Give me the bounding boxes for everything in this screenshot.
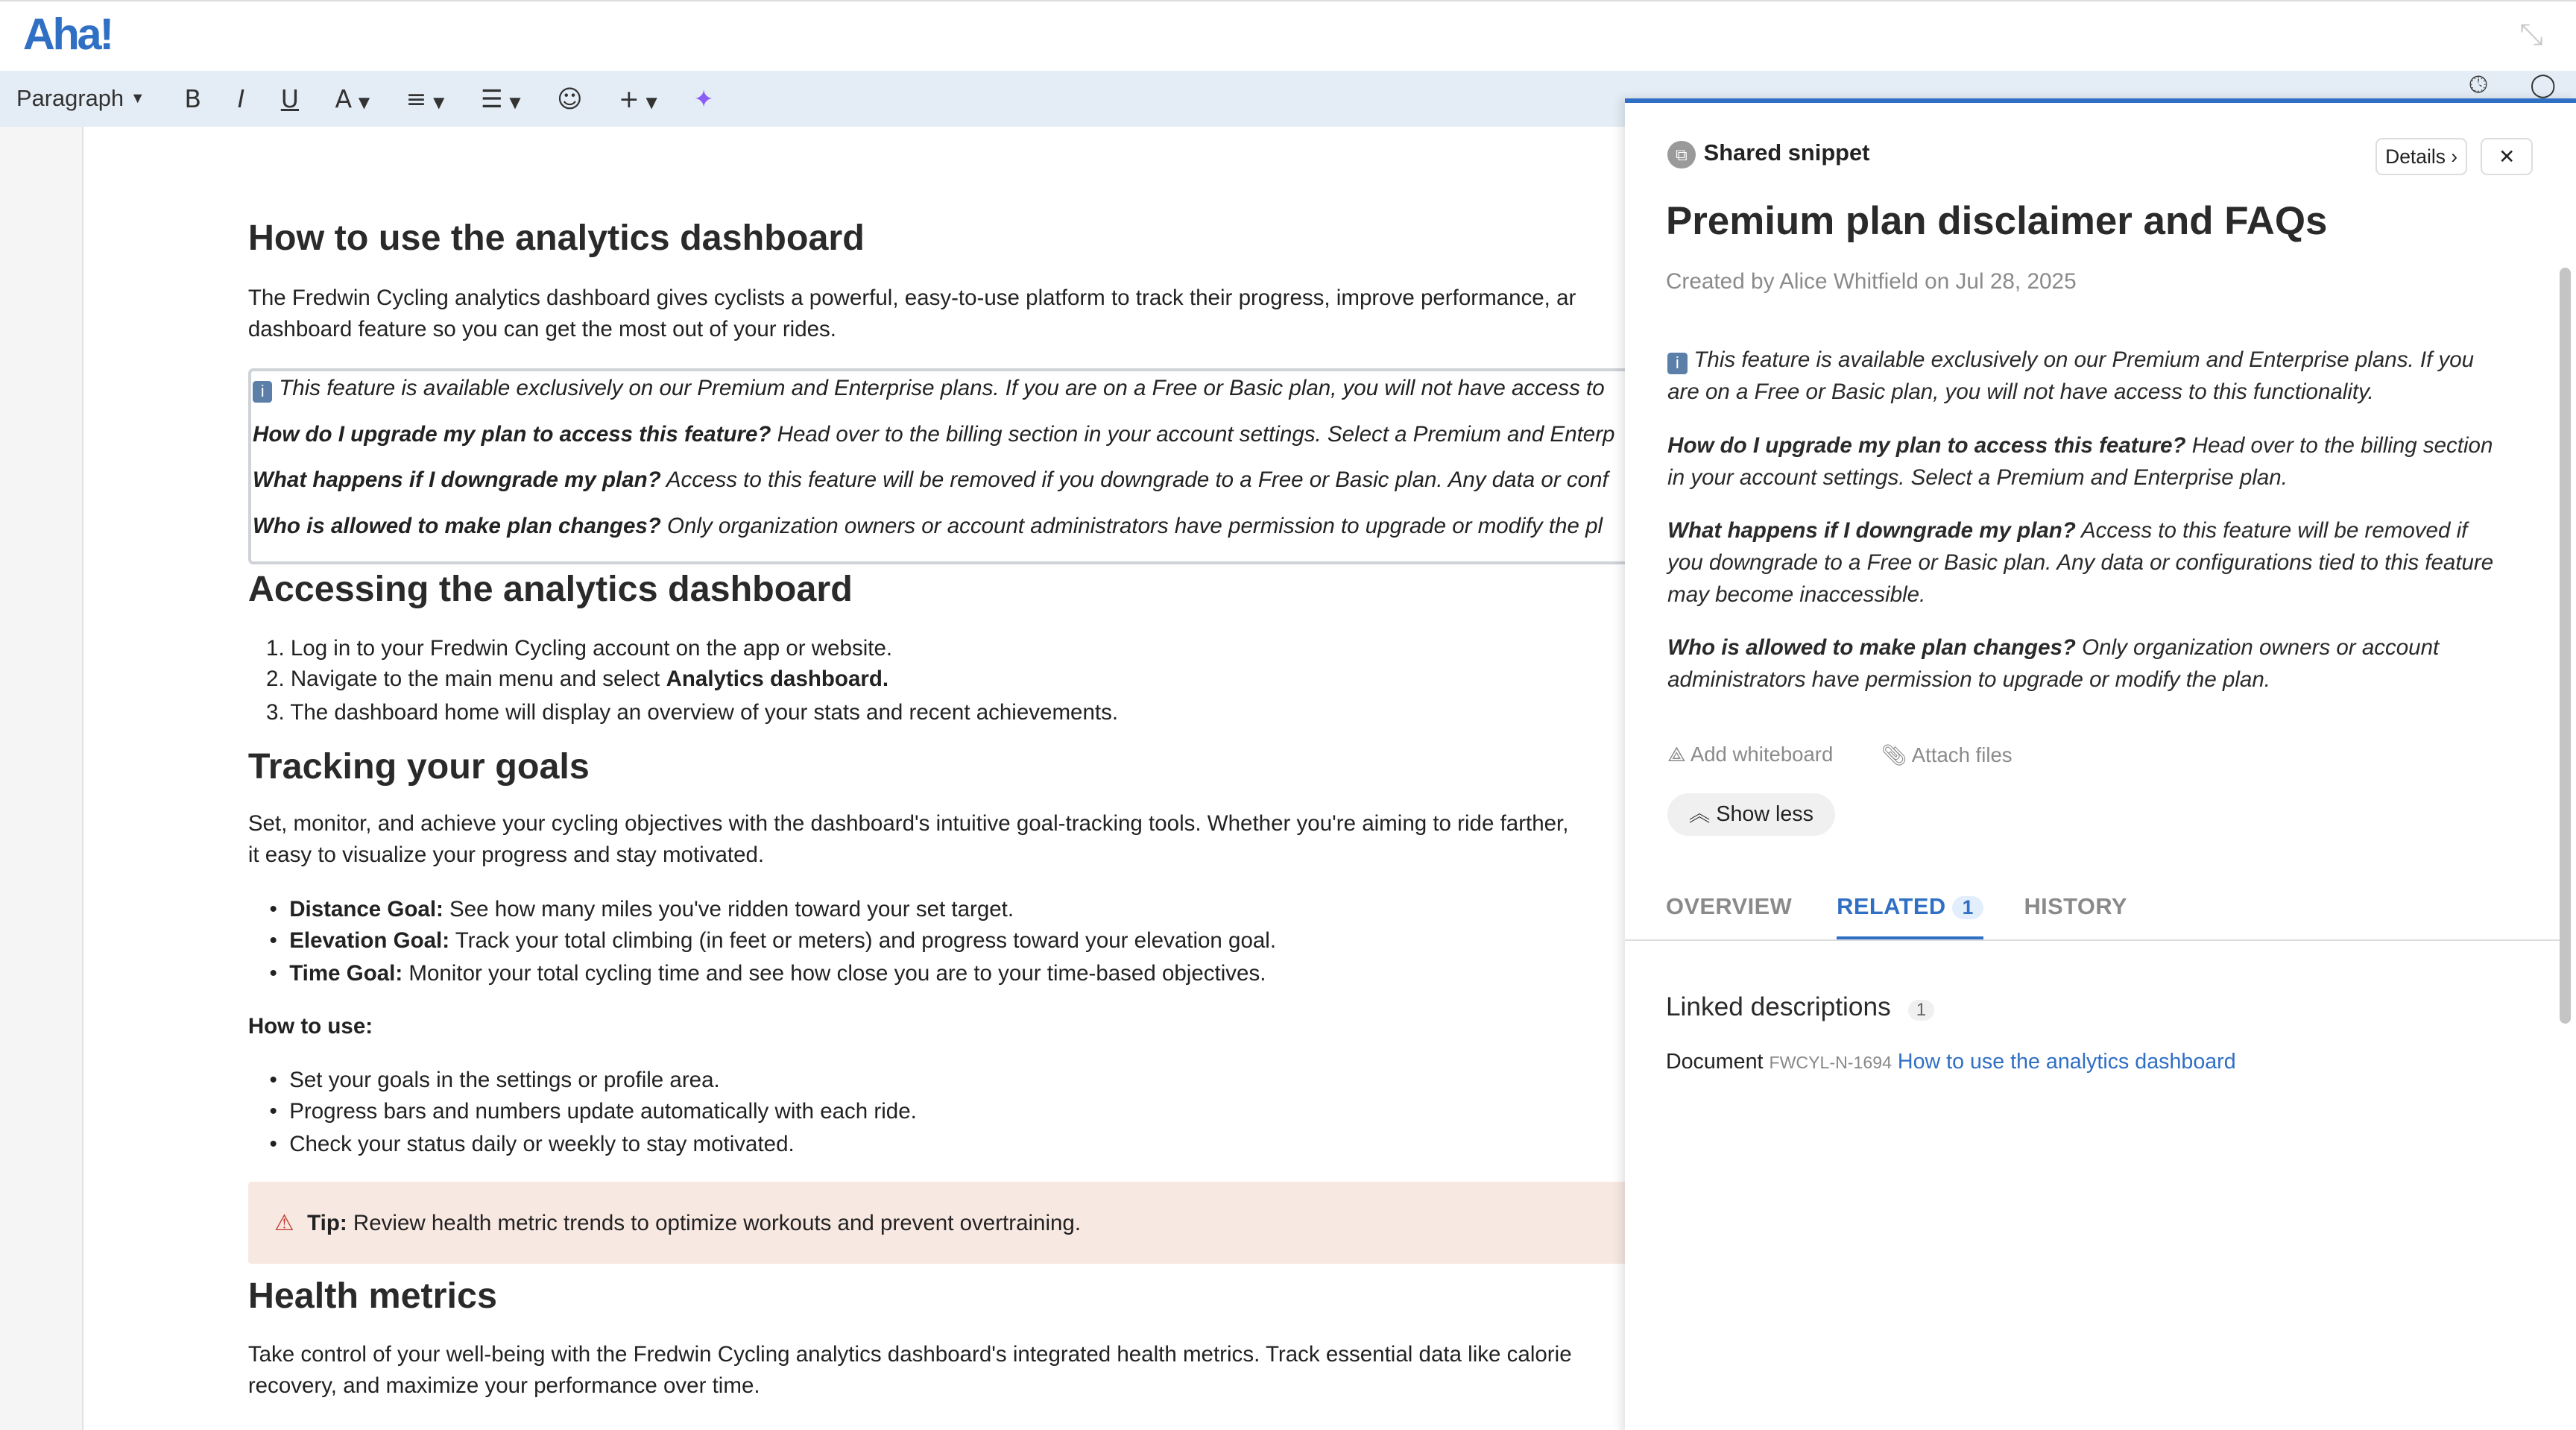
step-text: 2. Navigate to the main menu and select [266, 667, 666, 692]
heading-tracking-goals: Tracking your goals [247, 746, 590, 787]
goal-item: • Distance Goal: See how many miles you've ridden toward your set target. [269, 897, 1014, 922]
step-bold: Analytics dashboard. [666, 667, 889, 692]
align-button[interactable] [406, 84, 445, 113]
caret-down-icon: ▼ [509, 93, 521, 111]
panel-kind: Shared snippet [1703, 139, 1870, 166]
goal-item: • Elevation Goal: Track your total climbing (in feet or meters) and progress toward your elevation goal. [269, 927, 1277, 953]
close-button[interactable]: ✕ [2481, 138, 2533, 175]
double-chevron-up-icon: ︽ [1688, 801, 1711, 826]
step-item: 1. Log in to your Fredwin Cycling account on the app or website. [266, 635, 893, 661]
goal-text: Monitor your total cycling time and see how close you are to your time-based objectives. [402, 960, 1266, 986]
tip-label: Tip: [307, 1210, 347, 1235]
how-text: Set your goals in the settings or profile area. [289, 1068, 720, 1093]
health-line: Take control of your well-being with the Fredwin Cycling analytics dashboard's integrated health metrics. Track essential data like calorie [247, 1342, 1572, 1367]
list-button[interactable] [481, 84, 521, 113]
bold-button[interactable]: B [184, 84, 202, 113]
panel-faq [1667, 515, 2505, 611]
snippet-icon: ⧉ [1667, 141, 1695, 168]
font-color-button[interactable] [335, 84, 370, 113]
caret-down-icon: ▼ [433, 93, 445, 111]
heading-health-metrics: Health metrics [247, 1275, 497, 1316]
goal-label: Time Goal: [289, 960, 403, 986]
top-bar [0, 0, 2576, 72]
font-color-icon: A [335, 84, 353, 113]
linked-document-link[interactable]: How to use the analytics dashboard [1897, 1049, 2236, 1074]
faq-answer: Access to this feature will be removed if you downgrade to a Free or Basic plan. Any data or configurations tied to this feature may become inaccessible. [1667, 518, 2494, 608]
how-text: Progress bars and numbers update automatically with each ride. [289, 1099, 917, 1124]
add-whiteboard-label: Add whiteboard [1690, 742, 1834, 766]
created-by: Created by Alice Whitfield on Jul 28, 2025 [1665, 268, 2077, 294]
link-id: FWCYL-N-1694 [1769, 1052, 1892, 1072]
tabs-divider [1625, 939, 2561, 941]
snippet-answer: Head over to the billing section in your account settings. Select a Premium and Enterp [771, 421, 1615, 447]
info-icon: i [253, 381, 272, 403]
snippet-question: What happens if I downgrade my plan? [253, 467, 661, 493]
snippet-question: How do I upgrade my plan to access this feature? [253, 421, 771, 447]
goal-text: Track your total climbing (in feet or meters) and progress toward your elevation goal. [449, 927, 1277, 953]
step-item: 3. The dashboard home will display an overview of your stats and recent achievements. [266, 699, 1119, 725]
emoji-button[interactable] [557, 84, 582, 113]
heading-accessing: Accessing the analytics dashboard [247, 569, 853, 610]
italic-button[interactable]: I [237, 84, 245, 113]
link-type: Document [1665, 1049, 1764, 1074]
goals-intro-line: Set, monitor, and achieve your cycling objectives with the dashboard's intuitive goal-tracking tools. Whether you're aiming to ride farther, [247, 811, 1569, 837]
underline-button[interactable]: U [280, 84, 299, 113]
intro-line: The Fredwin Cycling analytics dashboard gives cyclists a powerful, easy-to-use platform to track their progress, improve performance, ar [247, 286, 1576, 311]
attach-files-label: Attach files [1911, 743, 2012, 766]
panel-scrollbar[interactable] [2560, 268, 2571, 1024]
goal-item: • Time Goal: Monitor your total cycling time and see how close you are to your time-based objectives. [269, 960, 1266, 986]
details-button[interactable] [2375, 138, 2467, 175]
tab-related[interactable] [1837, 893, 1983, 939]
goal-label: Elevation Goal: [289, 927, 450, 953]
goal-text: See how many miles you've ridden toward your set target. [443, 897, 1014, 922]
info-icon: i [1667, 353, 1687, 374]
faq-answer: Head over to the billing section in your account settings. Select a Premium and Enterprise plan. [1667, 432, 2493, 490]
panel-faq [1667, 430, 2505, 494]
show-less-label: Show less [1716, 801, 1813, 826]
goal-label: Distance Goal: [289, 897, 443, 922]
snippet-line: This feature is available exclusively on our Premium and Enterprise plans. If you are on a Free or Basic plan, you will not have access to [279, 375, 1605, 400]
linked-count-badge: 1 [1908, 1000, 1935, 1021]
align-icon: ≡ [405, 84, 427, 113]
linked-item [1666, 1050, 2236, 1074]
aha-logo[interactable]: Aha! [22, 8, 112, 59]
tip-text: Review health metric trends to optimize workouts and prevent overtraining. [347, 1210, 1082, 1235]
attach-files-button[interactable] [1881, 743, 2012, 767]
show-less-button[interactable] [1667, 793, 1834, 836]
tab-history[interactable]: HISTORY [2024, 893, 2127, 920]
tab-overview[interactable]: OVERVIEW [1665, 893, 1793, 920]
insert-button[interactable] [619, 84, 657, 113]
linked-descriptions-heading [1666, 992, 1934, 1022]
details-label: Details [2385, 145, 2446, 168]
sparkle-icon: ✦ [693, 84, 714, 113]
collapse-icon[interactable]: ⤡ [2519, 18, 2543, 51]
ai-sparkle-button[interactable] [693, 84, 714, 113]
tip-line [274, 1208, 1081, 1240]
list-icon: ☰ [480, 84, 503, 113]
how-text: Check your status daily or weekly to stay motivated. [289, 1132, 795, 1157]
how-item: • Check your status daily or weekly to stay motivated. [269, 1132, 795, 1157]
linked-title: Linked descriptions [1665, 992, 1891, 1021]
add-whiteboard-button[interactable] [1667, 743, 1833, 767]
comment-icon[interactable]: ◯ [2530, 71, 2556, 98]
related-label: RELATED [1837, 893, 1946, 920]
snippet-answer: Access to this feature will be removed if you downgrade to a Free or Basic plan. Any data or conf [660, 467, 1609, 493]
snippet-question: Who is allowed to make plan changes? [253, 514, 661, 539]
how-to-use-label: How to use: [247, 1013, 373, 1039]
caret-down-icon: ▼ [645, 93, 657, 111]
heading-how-to-use: How to use the analytics dashboard [247, 217, 865, 258]
chevron-right-icon: › [2451, 145, 2458, 168]
caret-down-icon: ▼ [130, 89, 145, 107]
intro-line: dashboard feature so you can get the most out of your rides. [247, 316, 837, 341]
how-item: • Set your goals in the settings or profile area. [269, 1068, 720, 1093]
history-icon[interactable]: 🕓︎ [2469, 71, 2488, 98]
health-line: recovery, and maximize your performance over time. [247, 1373, 760, 1399]
plus-icon: + [619, 84, 640, 113]
goals-intro-line: it easy to visualize your progress and stay motivated. [247, 842, 765, 868]
faq-question: What happens if I downgrade my plan? [1667, 518, 2076, 544]
whiteboard-icon: ⟁ [1667, 742, 1686, 766]
paperclip-icon: 📎︎ [1881, 743, 1907, 766]
snippet-answer: Only organization owners or account administrators have permission to upgrade or modify the pl [660, 514, 1603, 539]
paragraph-style-dropdown[interactable] [16, 85, 145, 112]
paragraph-label: Paragraph [16, 85, 124, 112]
emoji-icon: ☺ [557, 84, 583, 113]
caret-down-icon: ▼ [358, 93, 370, 111]
panel-faq [1667, 632, 2505, 696]
shared-snippet-panel [1625, 98, 2576, 1429]
step-item [266, 664, 888, 696]
p1-text: This feature is available exclusively on our Premium and Enterprise plans. If you are on a Free or Basic plan, you will not have access to this functionality. [1667, 347, 2475, 405]
left-gutter [0, 127, 83, 1430]
faq-answer: Only organization owners or account administrators have permission to upgrade or modify the plan. [1667, 634, 2440, 692]
how-item: • Progress bars and numbers update automatically with each ride. [269, 1099, 917, 1124]
related-count-badge: 1 [1952, 896, 1983, 919]
faq-question: Who is allowed to make plan changes? [1667, 634, 2076, 660]
panel-body-p1 [1667, 344, 2505, 409]
warning-icon: ⚠ [274, 1210, 294, 1235]
panel-title: Premium plan disclaimer and FAQs [1665, 199, 2328, 244]
faq-question: How do I upgrade my plan to access this feature? [1667, 432, 2186, 458]
